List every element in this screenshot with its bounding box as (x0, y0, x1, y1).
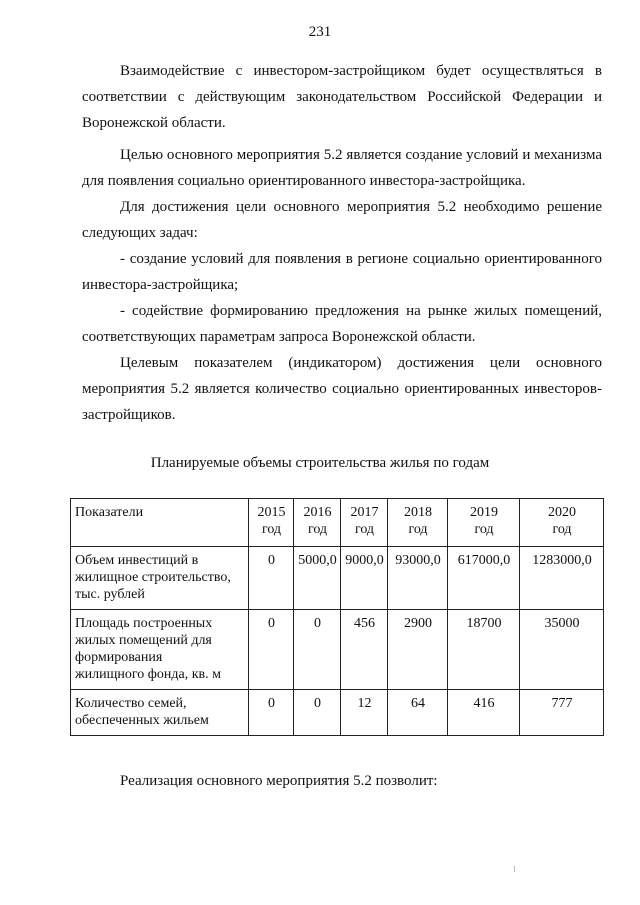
paragraph-line: Целью основного мероприятия 5.2 является создание условий и механизма (120, 147, 602, 163)
table-row (71, 690, 604, 736)
paragraph-6 (82, 350, 602, 428)
table-cell: 35000 (520, 610, 604, 690)
table-cell: 416 (448, 690, 520, 736)
table-cell: 2900 (388, 610, 448, 690)
table-cell: 9000,0 (341, 547, 388, 610)
row-label (71, 690, 249, 736)
header-year-value: 2020 (548, 505, 576, 520)
header-year (249, 499, 294, 547)
table-cell: 0 (249, 610, 294, 690)
row-label-line: Количество семей, (75, 696, 187, 711)
row-label-line: жилищное строительство, (75, 570, 231, 585)
paragraph-line: соответствующих параметрам запроса Воронежской области. (82, 329, 476, 345)
header-year-value: 2019 (470, 505, 498, 520)
header-year-value: 2016 (303, 505, 332, 520)
paragraph-line: мероприятия 5.2 является количество социально ориентированных инвесторов- (82, 381, 602, 397)
paragraph-4 (82, 246, 602, 298)
table-title: Планируемые объемы строительства жилья по годам (150, 455, 490, 471)
table-cell: 93000,0 (388, 547, 448, 610)
header-year (520, 499, 604, 547)
header-year-unit: год (552, 522, 572, 537)
row-label-line: жилищного фонда, кв. м (75, 667, 221, 682)
paragraph-line: соответствии с действующим законодательством Российской Федерации и (82, 89, 602, 105)
construction-volume-table (70, 498, 604, 736)
header-year (341, 499, 388, 547)
paragraph-line: застройщиков. (82, 407, 176, 423)
paragraph-5 (82, 298, 602, 350)
header-year-unit: год (261, 522, 282, 537)
table-cell: 0 (294, 610, 341, 690)
header-year (388, 499, 448, 547)
table-cell: 456 (341, 610, 388, 690)
header-label: Показатели (75, 505, 144, 520)
table-cell: 0 (249, 690, 294, 736)
paragraph-line: - содействие формированию предложения на рынке жилых помещений, (120, 303, 602, 319)
header-year-unit: год (408, 522, 428, 537)
header-year-unit: год (354, 522, 375, 537)
header-year-value: 2018 (404, 505, 432, 520)
row-label-line: обеспеченных жильем (75, 713, 209, 728)
row-label (71, 610, 249, 690)
table-header-row (71, 499, 604, 547)
header-year-unit: год (474, 522, 494, 537)
paragraph-line: Целевым показателем (индикатором) достижения цели основного (120, 355, 602, 371)
paragraph-line: Для достижения цели основного мероприятия 5.2 необходимо решение (120, 199, 602, 215)
table-cell: 64 (388, 690, 448, 736)
paragraph-line: Взаимодействие с инвестором-застройщиком будет осуществляться в (120, 63, 602, 79)
table-cell: 5000,0 (294, 547, 341, 610)
row-label-line: Площадь построенных (75, 616, 213, 631)
header-year (294, 499, 341, 547)
header-year-unit: год (307, 522, 328, 537)
page-number: 231 (308, 24, 332, 40)
row-label-line: жилых помещений для (75, 633, 212, 648)
table-cell: 617000,0 (448, 547, 520, 610)
row-label-line: формирования (75, 650, 163, 665)
table-cell: 12 (341, 690, 388, 736)
paragraph-line: Воронежской области. (82, 115, 226, 131)
row-label (71, 547, 249, 610)
table-cell: 1283000,0 (520, 547, 604, 610)
header-year-value: 2015 (257, 505, 286, 520)
table-row (71, 547, 604, 610)
table-cell: 777 (520, 690, 604, 736)
row-label-line: Объем инвестиций в (75, 553, 199, 568)
paragraph-line: - создание условий для появления в регионе социально ориентированного (120, 251, 602, 267)
table-cell: 18700 (448, 610, 520, 690)
row-label-line: тыс. рублей (75, 587, 145, 602)
header-year-value: 2017 (350, 505, 379, 520)
closing-text: Реализация основного мероприятия 5.2 позволит: (120, 773, 438, 789)
paragraph-line: следующих задач: (82, 225, 198, 241)
header-indicators (71, 499, 249, 547)
paragraph-1 (82, 58, 602, 136)
paragraph-line: для появления социально ориентированного инвестора-застройщика. (82, 173, 526, 189)
table-row (71, 610, 604, 690)
scan-mark (514, 866, 515, 872)
header-year (448, 499, 520, 547)
paragraph-line: инвестора-застройщика; (82, 277, 239, 293)
table-cell: 0 (249, 547, 294, 610)
paragraph-3 (82, 194, 602, 246)
paragraph-2 (82, 142, 602, 194)
table-cell: 0 (294, 690, 341, 736)
